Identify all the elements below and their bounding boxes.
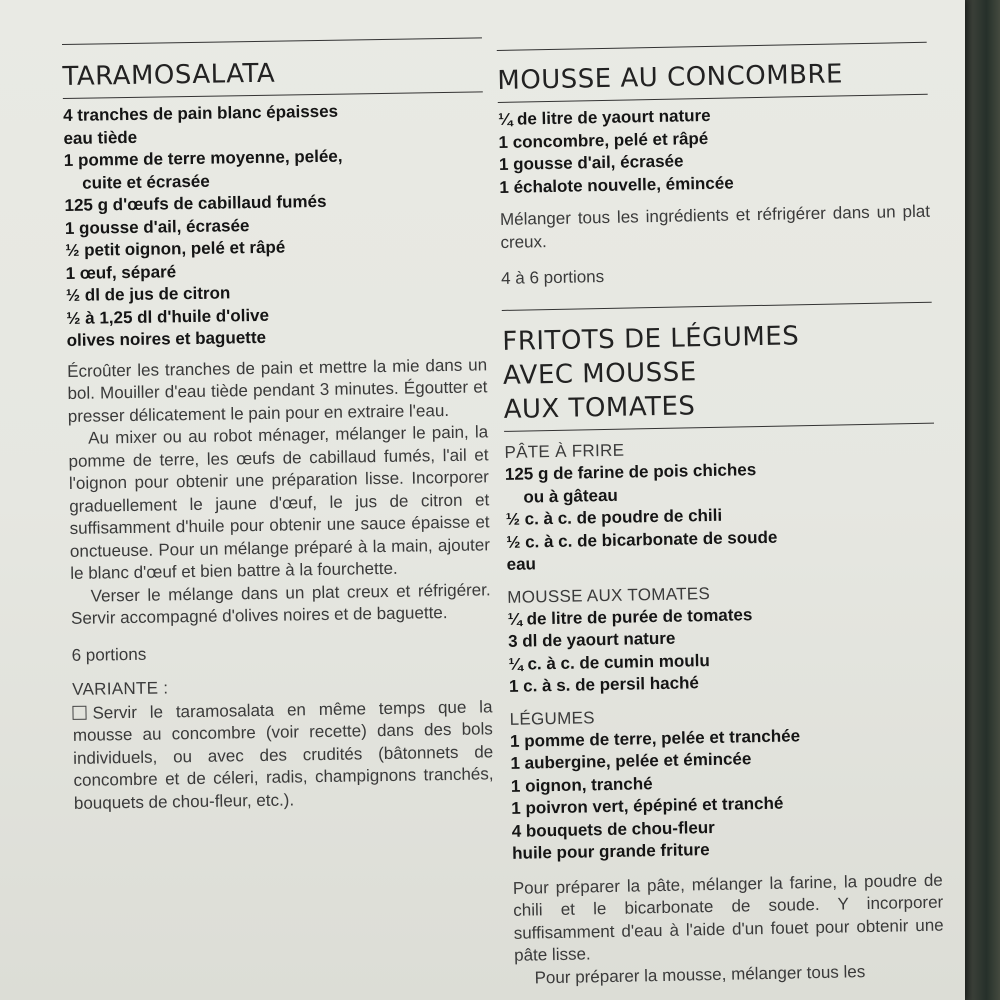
recipe-title bbox=[502, 317, 934, 427]
ingredient-item: 1 pomme de terre moyenne, pelée, bbox=[63, 146, 343, 170]
ingredient-item: 1 gousse d'ail, écrasée bbox=[498, 151, 684, 174]
recipe-title: TARAMOSALATA bbox=[62, 58, 276, 92]
ingredient-list bbox=[510, 722, 943, 865]
recipe-title: MOUSSE AU CONCOMBRE bbox=[497, 59, 844, 96]
method-text bbox=[513, 869, 945, 990]
ingredient-item: 3 dl de yaourt nature bbox=[507, 628, 676, 651]
title-rule-top bbox=[502, 302, 932, 311]
ingredient-item: olives noires et baguette bbox=[66, 327, 267, 350]
title-line: AUX TOMATES bbox=[503, 391, 696, 425]
ingredient-item: 4 tranches de pain blanc épaisses bbox=[62, 101, 339, 125]
method-paragraph: Au mixer ou au robot ménager, mélanger le pain, la pomme de terre, les œufs de cabillaud fumés, l'ail et l'oignon pour obtenir une préparation lisse. Incorporer graduellement le jaune d'œuf, le jus de citron et suffisamment d'huile pour obtenir une sauce épaisse et onctueuse. Pour un mélange préparé à la main, ajouter le blanc d'œuf et bien battre à la fourchette. bbox=[68, 422, 491, 583]
ingredient-item: eau tiède bbox=[63, 127, 138, 148]
title-line: FRITOTS DE LÉGUMES bbox=[502, 321, 800, 357]
ingredient-item: ½ c. à c. de bicarbonate de soude bbox=[506, 527, 778, 552]
ingredient-item: cuite et écrasée bbox=[82, 171, 210, 193]
method-paragraph: Écroûter les tranches de pain et mettre la mie dans un bol. Mouiller d'eau tiède pendant 3 minutes. Égoutter et presser délicatement le pain pour en extraire l'eau. bbox=[66, 354, 488, 426]
ingredient-list bbox=[505, 456, 937, 577]
checkbox-square-icon bbox=[72, 705, 86, 719]
ingredient-item: 1 oignon, tranché bbox=[510, 773, 653, 796]
method-paragraph: Pour préparer la mousse, mélanger tous les bbox=[534, 961, 866, 987]
ingredient-item: huile pour grande friture bbox=[512, 840, 710, 863]
taramosalata-recipe bbox=[62, 37, 494, 815]
ingredient-item: ½ petit oignon, pelé et râpé bbox=[65, 237, 286, 260]
section-label: PÂTE À FRIRE bbox=[504, 440, 625, 462]
portions-text: 4 à 6 portions bbox=[500, 266, 605, 288]
method-paragraph: Pour préparer la pâte, mélanger la farine, la poudre de chili et le bicarbonate de soude. Y incorporer suffisamment d'eau à l'aide d'un fouet pour obtenir une pâte lisse. bbox=[512, 870, 944, 965]
title-rule-top bbox=[497, 42, 927, 51]
method-paragraph: Mélanger tous les ingrédients et réfrigérer dans un plat creux. bbox=[499, 201, 931, 252]
ingredient-item: 1 aubergine, pelée et émincée bbox=[510, 749, 752, 773]
ingredient-item: 125 g de farine de pois chiches bbox=[504, 460, 757, 484]
ingredient-item: 1 échalote nouvelle, émincée bbox=[499, 172, 734, 197]
variante-block bbox=[72, 696, 494, 815]
method-paragraph: Verser le mélange dans un plat creux et réfrigérer. Servir accompagné d'olives noires et de baguette. bbox=[70, 579, 491, 628]
ingredient-item: ¼ de litre de yaourt nature bbox=[497, 105, 711, 129]
ingredient-item: 1 œuf, séparé bbox=[65, 261, 177, 283]
ingredient-item: 1 pomme de terre, pelée et tranchée bbox=[509, 725, 801, 751]
ingredient-item: ½ dl de jus de citron bbox=[65, 283, 231, 305]
ingredient-item: ½ c. à c. de poudre de chili bbox=[505, 505, 723, 529]
ingredient-item: 1 poivron vert, épépiné et tranché bbox=[511, 793, 784, 818]
ingredient-item: eau bbox=[506, 554, 537, 574]
ingredient-list bbox=[63, 98, 487, 352]
variante-text: Servir le taramosalata en même temps que la mousse au concombre (voir recette) dans des bols individuels, ou avec des crudités (bâtonnets de concombre et de céleri, radis, champignons tranchés, bouquets de chou-fleur, etc.). bbox=[72, 696, 494, 813]
section-label: MOUSSE AUX TOMATES bbox=[507, 583, 711, 607]
ingredient-item: ¼ de litre de purée de tomates bbox=[507, 604, 753, 629]
ingredient-item: 125 g d'œufs de cabillaud fumés bbox=[64, 191, 327, 215]
ingredient-item: 1 gousse d'ail, écrasée bbox=[64, 215, 250, 238]
section-label: LÉGUMES bbox=[509, 707, 596, 729]
ingredient-item: 4 bouquets de chou-fleur bbox=[511, 817, 715, 841]
ingredient-item: ½ à 1,25 dl d'huile d'olive bbox=[66, 305, 270, 328]
title-rule-top bbox=[62, 37, 482, 45]
method-text bbox=[67, 354, 491, 631]
portions-text: 6 portions bbox=[71, 644, 147, 665]
ingredient-item: 1 concombre, pelé et râpé bbox=[498, 128, 709, 152]
ingredient-item: ou à gâteau bbox=[523, 485, 618, 507]
ingredient-list bbox=[507, 600, 939, 698]
title-line: AVEC MOUSSE bbox=[502, 357, 697, 391]
ingredient-list bbox=[498, 101, 930, 199]
ingredient-item: 1 c. à s. de persil haché bbox=[508, 673, 700, 696]
ingredient-item: ¼ c. à c. de cumin moulu bbox=[508, 650, 710, 674]
variante-label: VARIANTE : bbox=[71, 677, 169, 699]
right-column-recipes bbox=[496, 2, 945, 990]
